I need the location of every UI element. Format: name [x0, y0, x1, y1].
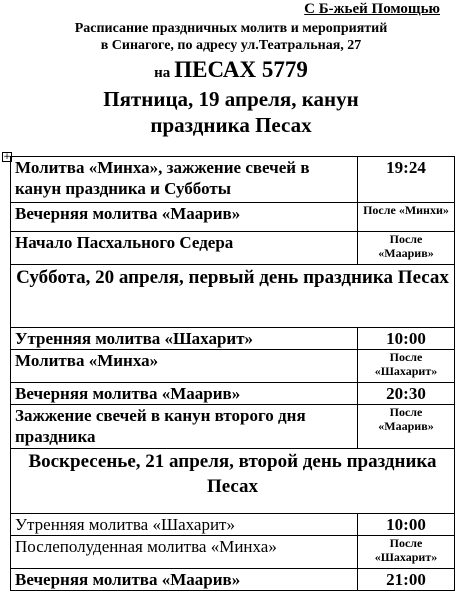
note-cell: После «Шахарит» — [358, 350, 455, 383]
event-cell: Начало Пасхального Седера — [11, 232, 358, 265]
day-header-row — [11, 265, 455, 328]
schedule-heading-line2: в Синагоге, по адресу ул.Театральная, 27 — [100, 38, 362, 53]
subtitle-line1: Пятница, 19 апреля, канун — [103, 87, 359, 111]
schedule-heading-line1: Расписание праздничных молитв и мероприятий — [74, 21, 388, 36]
table-row — [11, 157, 455, 203]
table-row — [11, 328, 455, 350]
event-cell: Вечерняя молитва «Маарив» — [11, 569, 358, 591]
table-row — [11, 514, 455, 536]
top-right-blessing: С Б-жьей Помощью — [304, 1, 440, 17]
table-move-handle-icon[interactable]: + — [3, 152, 11, 162]
note-cell: После «Маарив» — [358, 232, 455, 265]
table-row — [11, 405, 455, 449]
title-main: ПЕСАХ 5779 — [174, 57, 308, 82]
time-cell: 19:24 — [358, 157, 455, 203]
table-row — [11, 232, 455, 265]
table-row — [11, 350, 455, 383]
event-cell: Утренняя молитва «Шахарит» — [11, 328, 358, 350]
time-cell: 21:00 — [358, 569, 455, 591]
event-cell: Молитва «Минха» — [11, 350, 358, 383]
day-header-saturday: Суббота, 20 апреля, первый день праздника Песах — [11, 265, 455, 328]
event-cell: Вечерняя молитва «Маарив» — [11, 383, 358, 405]
schedule-table — [10, 156, 455, 591]
table-row — [11, 203, 455, 232]
time-cell: 10:00 — [358, 328, 455, 350]
day-header-row — [11, 449, 455, 514]
event-cell: Вечерняя молитва «Маарив» — [11, 203, 358, 232]
table-row — [11, 536, 455, 569]
day-header-sunday: Воскресенье, 21 апреля, второй день праздника Песах — [11, 449, 455, 514]
subtitle-line2: праздника Песах — [150, 113, 312, 137]
note-cell: После «Минхи» — [358, 203, 455, 232]
note-cell: После «Маарив» — [358, 405, 455, 449]
event-cell: Утренняя молитва «Шахарит» — [11, 514, 358, 536]
event-cell: Зажжение свечей в канун второго дня праздника — [11, 405, 358, 449]
event-cell: Послеполуденная молитва «Минха» — [11, 536, 358, 569]
table-row — [11, 569, 455, 591]
note-cell: После «Шахарит» — [358, 536, 455, 569]
event-cell: Молитва «Минха», зажжение свечей в канун праздника и Субботы — [11, 157, 358, 203]
time-cell: 20:30 — [358, 383, 455, 405]
page-title — [0, 57, 462, 83]
table-row — [11, 383, 455, 405]
time-cell: 10:00 — [358, 514, 455, 536]
title-prefix: на — [154, 65, 171, 81]
